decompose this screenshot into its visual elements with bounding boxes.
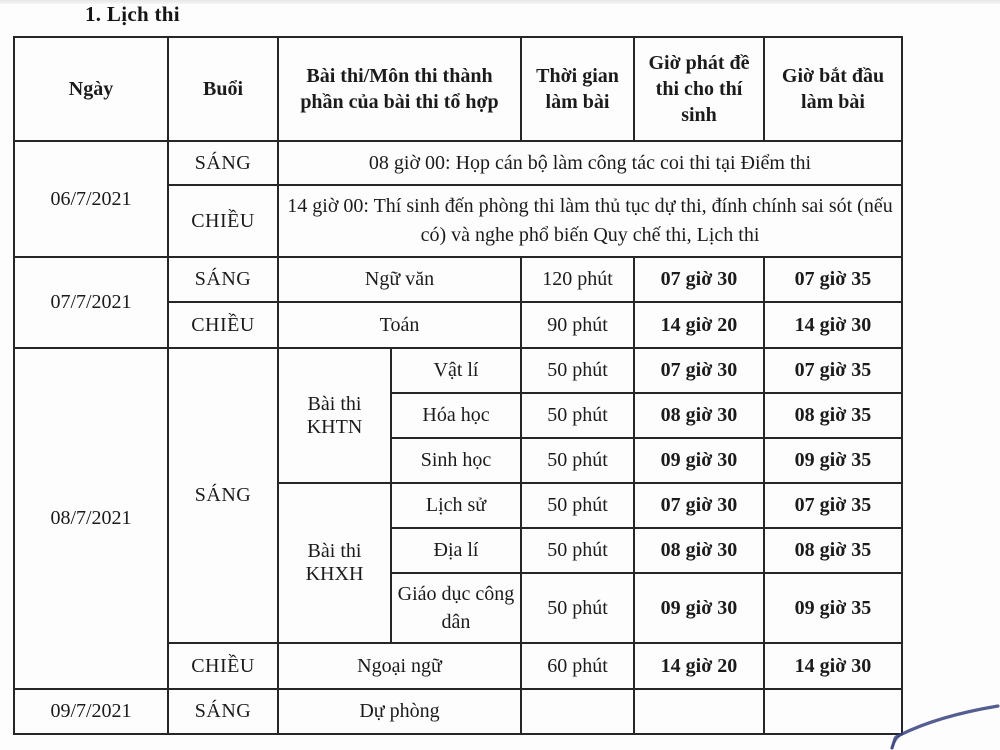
- pen-stroke-mark: [850, 680, 1000, 750]
- col-header-duration: Thời gian làm bài: [521, 37, 634, 141]
- duration-cell: 120 phút: [521, 257, 634, 302]
- start-time-cell: 08 giờ 35: [764, 393, 902, 438]
- session-cell: CHIỀU: [168, 643, 278, 689]
- start-time-cell: 09 giờ 35: [764, 573, 902, 643]
- duration-cell: 90 phút: [521, 302, 634, 348]
- subject-cell: Địa lí: [391, 528, 521, 573]
- start-time-cell: 08 giờ 35: [764, 528, 902, 573]
- session-cell: CHIỀU: [168, 302, 278, 348]
- duration-cell: 60 phút: [521, 643, 634, 689]
- subject-cell: Sinh học: [391, 438, 521, 483]
- col-header-session: Buổi: [168, 37, 278, 141]
- session-cell: SÁNG: [168, 689, 278, 734]
- col-header-date: Ngày: [14, 37, 168, 141]
- handout-time-cell: 07 giờ 30: [634, 257, 764, 302]
- duration-cell-empty: [521, 689, 634, 734]
- date-cell: 08/7/2021: [14, 348, 168, 689]
- subject-cell: Hóa học: [391, 393, 521, 438]
- start-time-cell: 07 giờ 35: [764, 483, 902, 528]
- subject-cell: Giáo dục công dân: [391, 573, 521, 643]
- subject-cell: Dự phòng: [278, 689, 521, 734]
- header-row: [14, 37, 902, 141]
- col-header-exam: Bài thi/Môn thi thành phần của bài thi tổ hợp: [278, 37, 521, 141]
- note-cell: 08 giờ 00: Họp cán bộ làm công tác coi thi tại Điểm thi: [278, 141, 902, 185]
- subject-cell: Lịch sử: [391, 483, 521, 528]
- handout-time-cell: 09 giờ 30: [634, 573, 764, 643]
- session-cell: SÁNG: [168, 141, 278, 185]
- col-header-start: Giờ bắt đầu làm bài: [764, 37, 902, 141]
- duration-cell: 50 phút: [521, 348, 634, 393]
- date-cell: 06/7/2021: [14, 141, 168, 257]
- duration-cell: 50 phút: [521, 573, 634, 643]
- start-time-cell: 14 giờ 30: [764, 643, 902, 689]
- start-time-cell: 09 giờ 35: [764, 438, 902, 483]
- date-cell: 09/7/2021: [14, 689, 168, 734]
- start-time-cell: 07 giờ 35: [764, 348, 902, 393]
- duration-cell: 50 phút: [521, 528, 634, 573]
- exam-group-cell: Bài thi KHTN: [278, 348, 391, 483]
- subject-cell: Toán: [278, 302, 521, 348]
- handout-time-cell: 14 giờ 20: [634, 302, 764, 348]
- session-cell: CHIỀU: [168, 185, 278, 257]
- handout-time-cell: 09 giờ 30: [634, 438, 764, 483]
- start-time-cell: 14 giờ 30: [764, 302, 902, 348]
- handout-time-cell: 14 giờ 20: [634, 643, 764, 689]
- session-cell: SÁNG: [168, 257, 278, 302]
- exam-schedule-table: [13, 36, 903, 735]
- handout-time-cell: 07 giờ 30: [634, 483, 764, 528]
- table-row: [14, 257, 902, 302]
- subject-cell: Ngoại ngữ: [278, 643, 521, 689]
- handout-time-cell-empty: [634, 689, 764, 734]
- duration-cell: 50 phút: [521, 483, 634, 528]
- session-cell: SÁNG: [168, 348, 278, 643]
- duration-cell: 50 phút: [521, 393, 634, 438]
- start-time-cell: 07 giờ 35: [764, 257, 902, 302]
- table-row: [14, 348, 902, 393]
- page-title: 1. Lịch thi: [85, 2, 180, 26]
- subject-cell: Vật lí: [391, 348, 521, 393]
- date-cell: 07/7/2021: [14, 257, 168, 348]
- subject-cell: Ngữ văn: [278, 257, 521, 302]
- handout-time-cell: 08 giờ 30: [634, 528, 764, 573]
- col-header-handout: Giờ phát đề thi cho thí sinh: [634, 37, 764, 141]
- note-cell: 14 giờ 00: Thí sinh đến phòng thi làm thủ tục dự thi, đính chính sai sót (nếu có) và nghe phổ biến Quy chế thi, Lịch thi: [278, 185, 902, 257]
- duration-cell: 50 phút: [521, 438, 634, 483]
- table-row: [14, 689, 902, 734]
- handout-time-cell: 07 giờ 30: [634, 348, 764, 393]
- table-row: [14, 141, 902, 185]
- handout-time-cell: 08 giờ 30: [634, 393, 764, 438]
- exam-group-cell: Bài thi KHXH: [278, 483, 391, 643]
